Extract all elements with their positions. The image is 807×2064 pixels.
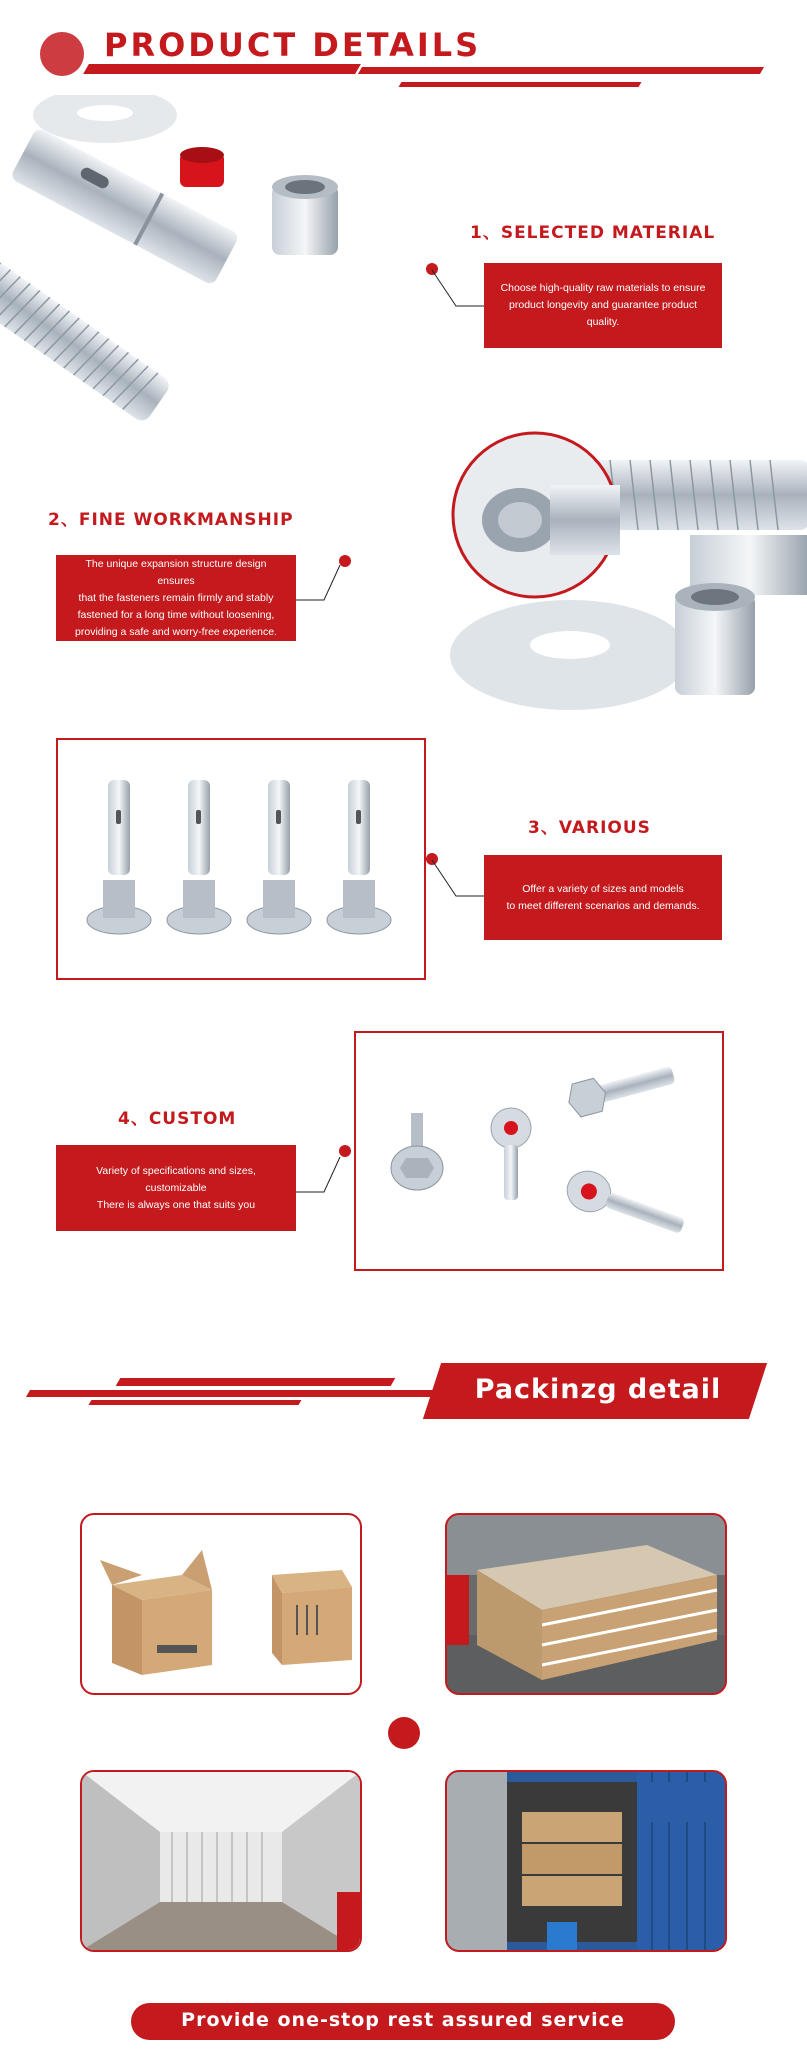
workmanship-photo xyxy=(450,425,807,725)
bolt-hex-head xyxy=(391,1113,443,1190)
closed-carton xyxy=(272,1570,352,1665)
feature-3-title: 3、VARIOUS xyxy=(528,818,651,838)
packing-stripe-1 xyxy=(116,1378,396,1386)
packing-photo-container-interior xyxy=(80,1770,362,1952)
feature-1-description xyxy=(484,263,722,348)
feature-1-text: Choose high-quality raw materials to ensure product longevity and guarantee product quality. xyxy=(500,282,706,328)
feature-2-dot xyxy=(339,555,351,567)
header-stripe-3 xyxy=(399,82,642,87)
feature-4-text: Variety of specifications and sizes, customizable There is always one that suits you xyxy=(96,1164,256,1211)
packing-title: Packinzg detail xyxy=(474,1374,722,1405)
feature-4-connector xyxy=(294,1155,344,1200)
footer-banner-text: Provide one-stop rest assured service xyxy=(181,2009,625,2031)
feature-4-description xyxy=(56,1145,296,1231)
bolt-red-head xyxy=(491,1108,531,1200)
header-stripe-2 xyxy=(358,67,764,74)
feature-1-title: 1、SELECTED MATERIAL xyxy=(470,223,716,243)
feature-3-text: Offer a variety of sizes and models to meet different scenarios and demands. xyxy=(506,882,700,912)
page-title: PRODUCT DETAILS xyxy=(104,26,482,64)
packing-stripe-2 xyxy=(26,1390,440,1397)
feature-1-connector xyxy=(430,268,490,313)
packing-photo-pallets xyxy=(445,1513,727,1695)
feature-2-title: 2、FINE WORKMANSHIP xyxy=(48,510,294,530)
feature-2-description xyxy=(56,555,296,641)
feature-4-title: 4、CUSTOM xyxy=(118,1109,237,1129)
anchor-2 xyxy=(167,780,231,934)
packing-photo-container-loaded xyxy=(445,1770,727,1952)
header-circle xyxy=(40,32,84,76)
open-carton xyxy=(100,1550,212,1675)
material-photo xyxy=(0,95,380,425)
feature-2-text: The unique expansion structure design ensures that the fasteners remain firmly and stably fastened for a long time without loosening, providing a safe and worry-free experience. xyxy=(75,557,277,638)
packing-stripe-3 xyxy=(89,1400,302,1405)
bolt-bottom-right xyxy=(561,1165,689,1244)
feature-3-description xyxy=(484,855,722,940)
various-photo-frame xyxy=(56,738,426,980)
anchor-4 xyxy=(327,780,391,934)
packing-photo-boxes xyxy=(80,1513,362,1695)
header xyxy=(0,0,807,100)
custom-photo-frame xyxy=(354,1031,724,1271)
bolt-top-right xyxy=(564,1058,677,1119)
packing-center-badge xyxy=(388,1717,420,1749)
feature-3-connector xyxy=(430,858,490,903)
feature-4-dot xyxy=(339,1145,351,1157)
anchor-1 xyxy=(87,780,151,934)
feature-2-connector xyxy=(294,563,344,608)
anchor-3 xyxy=(247,780,311,934)
header-stripe-1 xyxy=(83,64,361,74)
